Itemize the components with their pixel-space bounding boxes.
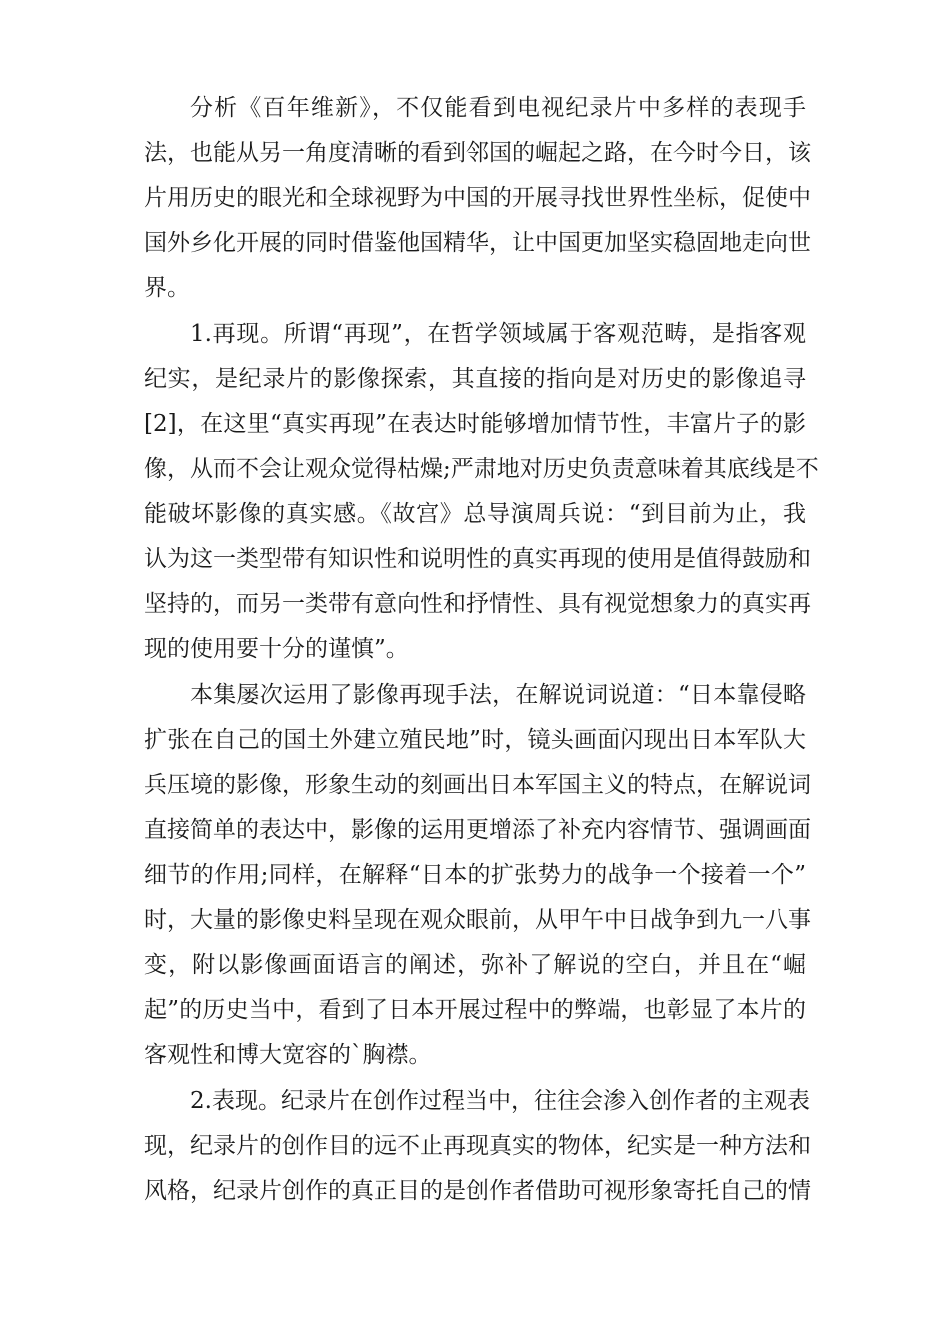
text-line: 直接简单的表达中，影像的运用更增添了补充内容情节、强调画面 (144, 817, 811, 843)
text-line: 认为这一类型带有知识性和说明性的真实再现的使用是值得鼓励和 (144, 546, 811, 572)
text-line: 扩张在自己的国土外建立殖民地”时，镜头画面闪现出日本军队大 (144, 727, 806, 753)
text-line: 像，从而不会让观众觉得枯燥;严肃地对历史负责意味着其底线是不 (144, 456, 819, 482)
text-line: 分析《百年维新》，不仅能看到电视纪录片中多样的表现手 (190, 95, 806, 121)
text-line: 法，也能从另一角度清晰的看到邻国的崛起之路，在今时今日，该 (144, 140, 811, 166)
text-line: 2.表现。纪录片在创作过程当中，往往会渗入创作者的主观表 (190, 1088, 810, 1114)
paragraph-intro (144, 86, 811, 311)
paragraph-expression (144, 1079, 811, 1214)
text-line: 纪实，是纪录片的影像探索，其直接的指向是对历史的影像追寻 (144, 366, 806, 392)
text-line: 界。 (144, 275, 190, 301)
text-line: 起”的历史当中，看到了日本开展过程中的弊端，也彰显了本片的 (144, 997, 806, 1023)
text-line: 细节的作用;同样，在解释“日本的扩张势力的战争一个接着一个” (144, 862, 806, 888)
text-line: 能破坏影像的真实感。《故宫》总导演周兵说：“到目前为止，我 (144, 501, 806, 527)
text-line: 变，附以影像画面语言的阐述，弥补了解说的空白，并且在“崛 (144, 952, 806, 978)
paragraph-reproduction (144, 312, 819, 672)
text-line: 现的使用要十分的谨慎”。 (144, 636, 409, 662)
text-line: [2]，在这里“真实再现”在表达时能够增加情节性，丰富片子的影 (144, 411, 806, 437)
text-line: 国外乡化开展的同时借鉴他国精华，让中国更加坚实稳固地走向世 (144, 230, 811, 256)
text-line: 现，纪录片的创作目的远不止再现真实的物体，纪实是一种方法和 (144, 1133, 811, 1159)
text-line: 本集屡次运用了影像再现手法，在解说词说道：“日本靠侵略 (190, 682, 806, 708)
document-page (144, 86, 819, 1214)
text-line: 客观性和博大宽容的`胸襟。 (144, 1042, 432, 1068)
text-line: 风格，纪录片创作的真正目的是创作者借助可视形象寄托自己的情 (144, 1178, 811, 1204)
text-line: 1.再现。所谓“再现”，在哲学领域属于客观范畴，是指客观 (190, 321, 806, 347)
text-line: 兵压境的影像，形象生动的刻画出日本军国主义的特点，在解说词 (144, 772, 811, 798)
text-line: 片用历史的眼光和全球视野为中国的开展寻找世界性坐标，促使中 (144, 185, 811, 211)
paragraph-episode (144, 673, 811, 1078)
text-line: 坚持的，而另一类带有意向性和抒情性、具有视觉想象力的真实再 (144, 591, 811, 617)
text-line: 时，大量的影像史料呈现在观众眼前，从甲午中日战争到九一八事 (144, 907, 811, 933)
